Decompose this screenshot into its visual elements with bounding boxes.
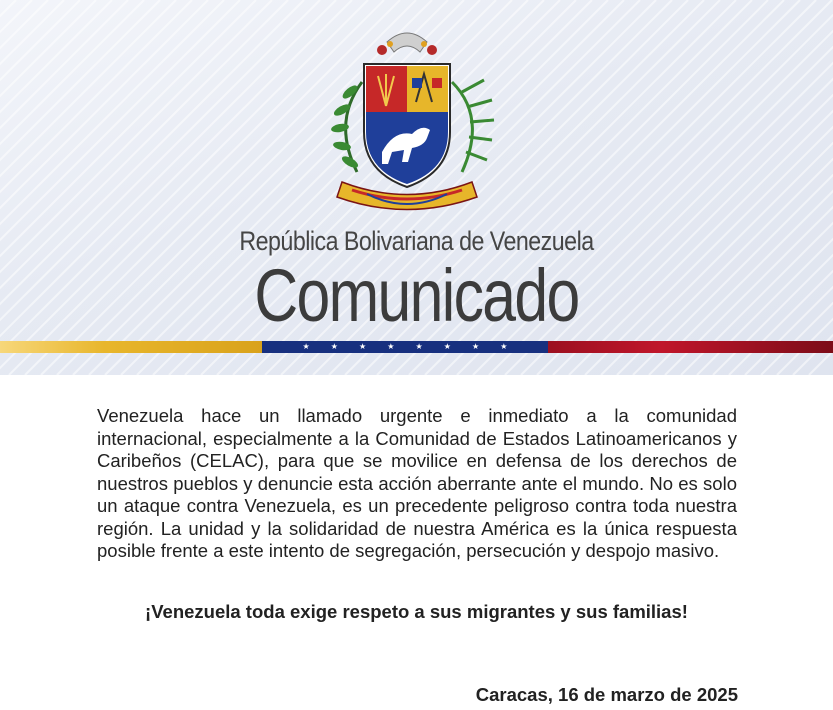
star-icon: ★ <box>302 342 310 351</box>
star-icon: ★ <box>387 342 395 351</box>
star-icon: ★ <box>443 342 451 351</box>
flag-yellow-band <box>0 341 262 353</box>
flag-red-band <box>548 341 833 353</box>
flag-tricolor-bar <box>0 341 833 353</box>
republic-name: República Bolivariana de Venezuela <box>239 226 594 256</box>
star-icon: ★ <box>359 342 367 351</box>
coat-of-arms-of-venezuela-icon <box>312 22 502 220</box>
star-icon: ★ <box>330 342 338 351</box>
statement-paragraph: Venezuela hace un llamado urgente e inmediato a la comunidad internacional, especialmente a la Comunidad de Estados Latinoamericanos y Caribeños (CELAC), para que se movilice en defensa de los derechos de nuestros pueblos y denuncie esta acción aberrante ante el mundo. No es solo un ataque contra Venezuela, es un precedente peligroso contra toda nuestra región. La unidad y la solidaridad de nuestra América es la única respuesta posible frente a este intento de segregación, persecución y despojo masivo. <box>97 405 737 561</box>
statement-slogan: ¡Venezuela toda exige respeto a sus migrantes y sus familias! <box>145 601 688 622</box>
star-icon: ★ <box>500 342 508 351</box>
page-title: Comunicado <box>254 254 579 337</box>
star-icon: ★ <box>472 342 480 351</box>
place-and-date: Caracas, 16 de marzo de 2025 <box>475 684 738 705</box>
star-icon: ★ <box>415 342 423 351</box>
flag-blue-band <box>262 341 548 353</box>
